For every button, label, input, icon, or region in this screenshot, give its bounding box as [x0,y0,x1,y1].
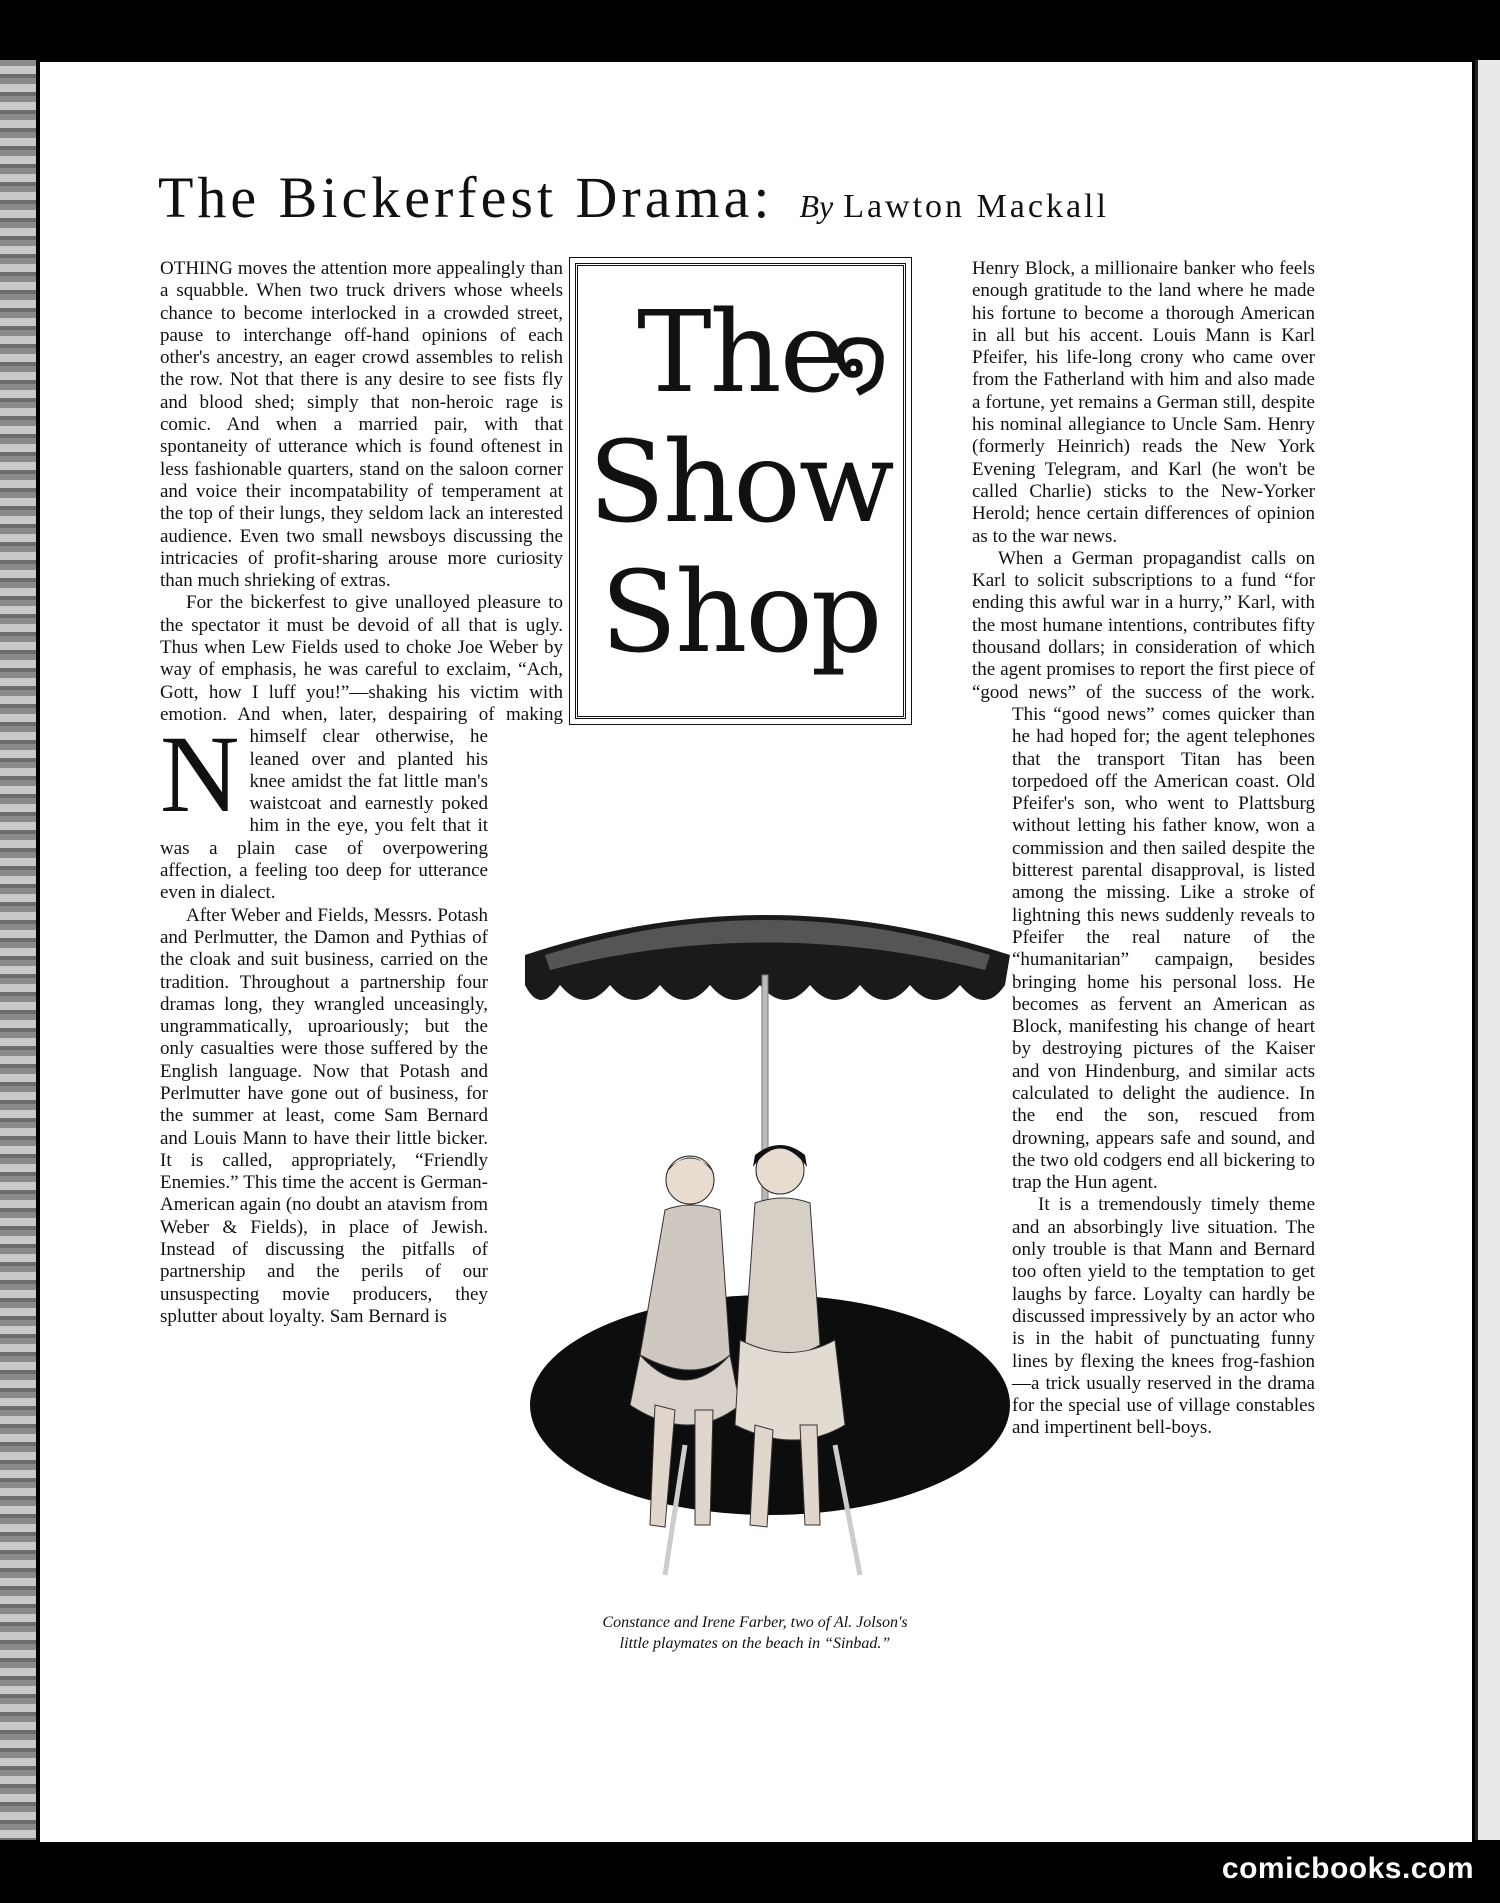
watermark-text: comicbooks.com [1221,1852,1474,1885]
byline-author: Lawton Mackall [843,188,1109,225]
book-binding-edge [0,60,36,1840]
swirl-ornament-icon: ໑ [831,306,889,411]
photo-caption [540,1612,970,1654]
paragraph: Henry Block, a millionaire banker who feels enough gratitude to the land where he made his fortune to become a thorough American in all but his accent. Louis Mann is Karl Pfeifer, his life-long crony who came over from the Fatherland with him and also made a fortune, yet remains a German still, despite his nominal allegiance to Uncle Sam. Henry (formerly Heinrich) reads the New York Evening Telegram, and Karl (he won't be called Charlie) sticks to the New-Yorker Herold; hence certain differences of opinion as to the war news. [972,258,1315,547]
paragraph: For the bickerfest to give unalloyed pleasure to the spectator it must be devoid of all that is ugly. Thus when Lew Fields used to choke Joe Weber by way of emphasis, he was careful to exclaim, “Ach, Gott, how I luff you!”—shaking his victim with emotion. And when, later, despairing of making himself clear otherwise, he leaned over and planted his knee amidst the fat little man's waistcoat and earnestly poked him in the eye, you felt that it was a plain case of overpowering affection, a feeling too deep for utterance even in dialect. [160,592,563,904]
article-headline [158,164,1338,231]
logo-word-shop: Shop [600,548,881,678]
umbrella-photo [515,885,1020,1585]
paragraph: After Weber and Fields, Messrs. Potash and Perlmutter, the Damon and Pythias of the cloak and suit business, carried on the tradition. Throughout a partnership four dramas long, they wrangled unceasingly, ungrammatically, uproariously; but the only casualties were those suffered by the English language. Now that Potash and Perlmutter have gone out of business, for the summer at least, come Sam Bernard and Louis Mann to have their little bicker. It is called, appropriately, “Friendly Enemies.” This time the accent is German-American again (no doubt an atavism from Weber & Fields), in place of Jewish. Instead of discussing the pitfalls of partnership and the perils of our unsuspecting movie producers, they splutter about loyalty. Sam Bernard is [160,904,488,1327]
caption-line: little playmates on the beach in “Sinbad.” [619,1635,891,1652]
logo-word-the: The [636,288,845,418]
scan-top-border [0,0,1500,60]
paragraph: N OTHING moves the attention more appealingly than a squabble. When two truck drivers whose wheels chance to become interlocked in a crowded street, pause to interchange off-hand opinions of each other's ancestry, an eager crowd assembles to relish the row. Not that there is any desire to see fists fly and blood shed; simply that non-heroic rage is comic. And when a married pair, with that spontaneity of utterance which is found oftenest in less fashionable quarters, stand on the saloon corner and voice their incompatability of temperament at the top of their lungs, they seldom lack an interested audience. Even two small newsboys discussing the intricacies of profit-sharing arouse more curiosity than much shrieking of extras. [160,258,563,835]
drop-cap: N [160,713,240,835]
caption-line: Constance and Irene Farber, two of Al. Jolson's [602,1614,908,1631]
article-title: The Bickerfest Drama: [158,165,774,230]
paragraph: It is a tremendously timely theme and an absorbingly live situation. The only trouble is that Mann and Bernard too often yield to the temptation to get laughs by farce. Loyalty can hardly be discussed impressively by an actor who is in the habit of punctuating funny lines by flexing the knees frog-fashion—a trick usually reserved in the drama for the special use of village constables and impertinent bell-boys. [1012,1194,1315,1439]
adjacent-page-edge [1475,60,1500,1840]
paragraph: When a German propagandist calls on Karl to solicit subscriptions to a fund “for ending this awful war in a hurry,” Karl, with the most humane intentions, contributes fifty thousand dollars; in consideration of which the agent promises to report the first piece of “good news” of the success of the work. This “good news” comes quicker than he had hoped for; the agent telephones that the transport Titan has been torpedoed off the American coast. Old Pfeifer's son, who went to Plattsburg without letting his father know, won a commission and then sailed despite the bitterest parental disapproval, is listed among the missing. Like a stroke of lightning this news suddenly reveals to Pfeifer the real nature of the “humanitarian” campaign, besides bringing home his personal loss. He becomes as fervent an American as Block, manifesting his change of heart by destroying pictures of the Kaiser and von Hindenburg, and similar acts calculated to delight the audience. In the end the son, rescued from drowning, appears safe and sound, and the two old codgers end all bickering to trap the Hun agent. [972,547,1315,1194]
byline-by: By [799,188,834,224]
logo-word-show: Show [588,418,893,548]
show-shop-logo [575,263,906,719]
